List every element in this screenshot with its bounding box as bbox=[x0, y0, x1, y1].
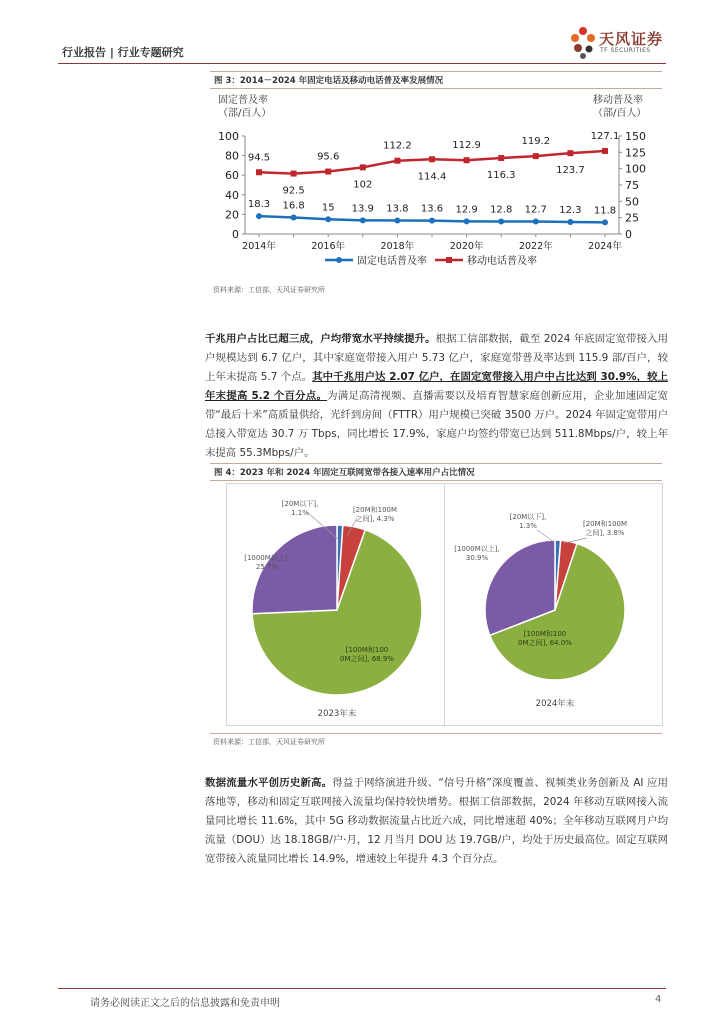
company-logo bbox=[569, 26, 679, 62]
right-axis-label-2: （部/百人） bbox=[593, 108, 647, 119]
pie-caption: 2024年末 bbox=[535, 699, 575, 709]
fixed-data-label: 12.9 bbox=[455, 204, 478, 216]
fixed-data-label: 13.8 bbox=[386, 203, 409, 215]
mobile-data-label: 102 bbox=[353, 179, 373, 191]
pie-slice-value: 30.9% bbox=[465, 554, 489, 562]
right-axis-tick-label: 75 bbox=[625, 179, 639, 192]
pie-slice-label: [20M以下], bbox=[281, 500, 319, 508]
paragraph-text: 得益于网络演进升级、“信号升格”深度覆盖、视频类业务创新及 AI 应用落地等，移动和固定互联网接入流量均保持较快增势。根据工信部数据，2024 年移动互联网接入流量同比增长 11.6%，其中 5G 移动数据流量占比近六成，同比增速超 40%；全年移动互联网月户均流量（DOU）达 18.18GB/户·月，12 月当月 DOU 达 19.7GB/户，均处于历史最高位。固定互联网宽带接入流量同比增长 14.9%，增速较上年提升 4.3 个百分点。 bbox=[205, 777, 668, 865]
footer-divider bbox=[58, 988, 666, 989]
header-divider bbox=[58, 63, 666, 64]
figure3-top-rule bbox=[210, 71, 662, 72]
right-axis-tick-label: 125 bbox=[625, 146, 646, 160]
right-axis-tick-label: 25 bbox=[625, 211, 639, 225]
paragraph-lead: 千兆用户占比已超三成，户均带宽水平持续提升。 bbox=[205, 333, 436, 345]
mobile-data-point bbox=[602, 148, 608, 154]
x-axis-tick-label: 2024年 bbox=[588, 241, 622, 252]
pie-slice-label: [1000M以上], bbox=[244, 554, 290, 562]
fixed-data-label: 13.6 bbox=[420, 203, 444, 215]
mobile-data-label: 123.7 bbox=[556, 165, 585, 177]
fixed-data-point bbox=[533, 219, 539, 225]
fixed-data-point bbox=[464, 218, 470, 224]
pie-slice-label: 0M之间], 64.0% bbox=[518, 639, 572, 647]
fixed-data-point bbox=[567, 219, 573, 225]
fixed-data-label: 18.3 bbox=[247, 199, 271, 211]
paragraph-lead: 数据流量水平创历史新高。 bbox=[205, 777, 333, 789]
mobile-data-label: 95.6 bbox=[317, 151, 340, 163]
mobile-data-point bbox=[256, 169, 262, 175]
mobile-data-point bbox=[394, 158, 400, 164]
figure4-title: 图 4：2023 年和 2024 年固定互联网宽带各接入速率用户占比情况 bbox=[214, 468, 475, 478]
right-axis-tick-label: 50 bbox=[625, 195, 639, 209]
pie-slice-label: [20M和100M bbox=[352, 506, 398, 514]
page-number: 4 bbox=[655, 994, 662, 1005]
x-axis-tick-label: 2022年 bbox=[518, 241, 553, 252]
left-axis-label-2: （部/百人） bbox=[218, 108, 272, 119]
fixed-data-label: 12.3 bbox=[559, 204, 582, 216]
paragraph-gigabit-users bbox=[205, 330, 668, 463]
logo-mark-icon bbox=[569, 26, 599, 60]
right-axis-tick-label: 0 bbox=[625, 228, 632, 241]
pie-slice-label: 之间], 4.3% bbox=[355, 515, 395, 523]
footer-disclaimer: 请务必阅读正文之后的信息披露和免责申明 bbox=[90, 998, 280, 1009]
pie-chart-2023 bbox=[226, 483, 445, 726]
mobile-data-point bbox=[567, 150, 573, 156]
left-axis-tick-label: 100 bbox=[218, 130, 239, 143]
legend-fixed-marker bbox=[336, 257, 342, 263]
pie-slice-value: 25.7% bbox=[255, 563, 279, 571]
figure3-source: 资料来源：工信部，天风证券研究所 bbox=[213, 286, 325, 294]
fixed-data-point bbox=[360, 217, 366, 223]
mobile-data-label: 112.2 bbox=[383, 140, 412, 152]
figure3-title-rule bbox=[210, 88, 662, 89]
fixed-data-label: 11.8 bbox=[593, 205, 617, 217]
figure4-source: 资料来源：工信部，天风证券研究所 bbox=[213, 738, 325, 746]
fixed-data-label: 13.9 bbox=[351, 203, 374, 215]
fixed-data-label: 16.8 bbox=[282, 200, 305, 212]
legend-mobile-label: 移动电话普及率 bbox=[467, 256, 537, 267]
x-axis-tick-label: 2018年 bbox=[380, 241, 415, 252]
pie-slice-label: [20M以下], bbox=[509, 513, 547, 521]
left-axis-tick-label: 20 bbox=[225, 208, 239, 222]
pie-slice-label: 0M之间], 68.9% bbox=[340, 655, 394, 663]
left-axis-tick-label: 0 bbox=[232, 228, 239, 241]
mobile-data-point bbox=[533, 153, 539, 159]
mobile-data-label: 112.9 bbox=[452, 140, 481, 152]
fixed-data-point bbox=[256, 213, 262, 219]
left-axis-tick-label: 60 bbox=[225, 169, 239, 183]
fixed-data-point bbox=[325, 216, 331, 222]
mobile-data-label: 114.4 bbox=[417, 171, 447, 183]
x-axis-tick-label: 2014年 bbox=[242, 241, 276, 252]
x-axis-tick-label: 2020年 bbox=[449, 241, 484, 252]
mobile-data-label: 94.5 bbox=[247, 152, 271, 164]
pie-slice-value: 1.3% bbox=[519, 522, 537, 530]
right-axis-tick-label: 100 bbox=[625, 162, 646, 176]
pie-slice-value: 1.1% bbox=[291, 509, 309, 517]
fixed-data-point bbox=[291, 215, 297, 221]
left-axis-tick-label: 40 bbox=[225, 188, 239, 202]
mobile-data-point bbox=[429, 156, 435, 162]
mobile-data-label: 92.5 bbox=[282, 185, 305, 197]
fixed-data-point bbox=[602, 219, 608, 225]
logo-text-cn: 天风证券 bbox=[599, 30, 664, 48]
paragraph-text-2: 为满足高清视频、直播需要以及培育智慧家庭创新应用，企业加速固定宽带“最后十米”高质量供给，光纤到房间（FTTR）用户规模已突破 3500 万户。2024 年固定宽带用户总接入带宽达 30.7 万 Tbps，同比增长 17.9%，家庭户均签约带宽已达到 511.8Mbps/户，较上年末提高 55.3Mbps/户。 bbox=[205, 390, 668, 459]
pie-chart-2024 bbox=[444, 483, 663, 726]
figure3-line-chart bbox=[205, 90, 665, 275]
mobile-data-point bbox=[325, 169, 331, 175]
pie-slice-label: [100M和100 bbox=[345, 646, 389, 654]
mobile-data-point bbox=[291, 171, 297, 177]
mobile-data-label: 119.2 bbox=[521, 136, 551, 148]
logo-text-en: TF SECURITIES bbox=[600, 47, 651, 54]
paragraph-highlight: 其中千兆用户达 2.07 亿户，在固定宽带接入用户中占比达到 30.9%，较上年末提高 5.2 个百分点。 bbox=[205, 371, 668, 402]
fixed-data-label: 12.8 bbox=[490, 204, 513, 216]
fixed-data-label: 15 bbox=[321, 202, 335, 214]
figure3-title: 图 3：2014－2024 年固定电话及移动电话普及率发展情况 bbox=[214, 76, 444, 86]
mobile-data-label: 116.3 bbox=[486, 170, 516, 182]
mobile-data-point bbox=[464, 157, 470, 163]
mobile-data-label: 127.1 bbox=[590, 130, 620, 142]
legend-mobile-marker bbox=[446, 257, 452, 263]
mobile-data-point bbox=[498, 155, 504, 161]
fixed-data-point bbox=[394, 217, 400, 223]
figure4-title-rule bbox=[210, 480, 662, 481]
legend-fixed-label: 固定电话普及率 bbox=[357, 256, 427, 267]
left-axis-label-1: 固定普及率 bbox=[218, 95, 268, 106]
paragraph-data-traffic bbox=[205, 774, 668, 869]
pie-slice-label: [20M和100M bbox=[582, 520, 628, 528]
right-axis-label-1: 移动普及率 bbox=[593, 95, 643, 106]
figure4-bottom-rule bbox=[210, 733, 662, 734]
x-axis-tick-label: 2016年 bbox=[311, 241, 346, 252]
right-axis-tick-label: 150 bbox=[625, 130, 646, 143]
fixed-data-point bbox=[498, 218, 504, 224]
paragraph-text: 根据工信部数据，截至 2024 年底固定宽带接入用户规模达到 6.7 亿户，其中家庭宽带接入用户 5.73 亿户，家庭宽带普及率达到 115.9 部/百户，较上年末提高 5.7 个点。 bbox=[205, 333, 668, 383]
figure4-top-rule bbox=[210, 463, 662, 464]
pie-slice-label: [1000M以上], bbox=[454, 545, 500, 553]
report-header: 行业报告 | 行业专题研究 bbox=[62, 46, 184, 59]
fixed-data-point bbox=[429, 218, 435, 224]
pie-slice-label: 之间], 3.8% bbox=[585, 529, 625, 537]
pie-slice-label: [100M和100 bbox=[523, 630, 567, 638]
left-axis-tick-label: 80 bbox=[225, 149, 239, 163]
mobile-data-point bbox=[360, 164, 366, 170]
pie-caption: 2023年末 bbox=[317, 709, 357, 719]
fixed-data-label: 12.7 bbox=[524, 204, 547, 216]
